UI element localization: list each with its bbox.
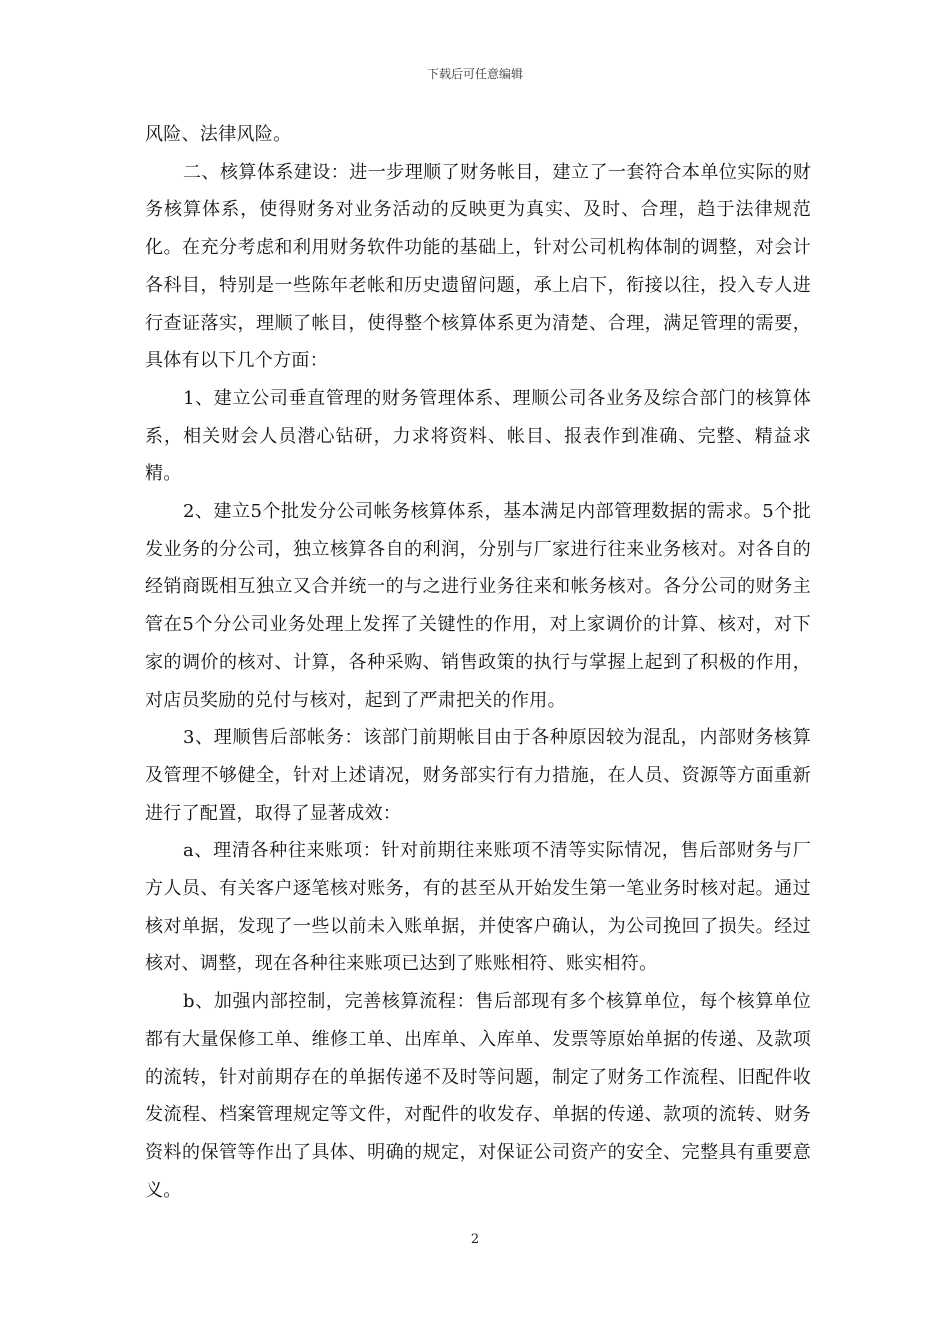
paragraph-item-1: 1、建立公司垂直管理的财务管理体系、理顺公司各业务及综合部门的核算体系，相关财会人员潜心钻研，力求将资料、帐目、报表作到准确、完整、精益求精。: [145, 387, 811, 485]
page-number: 2: [470, 1232, 480, 1247]
paragraph-item-a: a、理清各种往来账项：针对前期往来账项不清等实际情况，售后部财务与厂方人员、有关客户逐笔核对账务，有的甚至从开始发生第一笔业务时核对起。通过核对单据，发现了一些以前未入账单据，并使客户确认，为公司挽回了损失。经过核对、调整，现在各种往来账项已达到了账账相符、账实相符。: [145, 840, 811, 975]
paragraph-accounting-system: 二、核算体系建设：进一步理顺了财务帐目，建立了一套符合本单位实际的财务核算体系，使得财务对业务活动的反映更为真实、及时、合理，趋于法律规范化。在充分考虑和利用财务软件功能的基础上，针对公司机构体制的调整，对会计各科目，特别是一些陈年老帐和历史遗留问题，承上启下，衔接以往，投入专人进行查证落实，理顺了帐目，使得整个核算体系更为清楚、合理，满足管理的需要，具体有以下几个方面：: [145, 161, 811, 372]
paragraph-item-2: 2、建立5个批发分公司帐务核算体系，基本满足内部管理数据的需求。5个批发业务的分公司，独立核算各自的利润，分别与厂家进行往来业务核对。对各自的经销商既相互独立又合并统一的与之进行业务往来和帐务核对。各分公司的财务主管在5个分公司业务处理上发挥了关键性的作用，对上家调价的计算、核对，对下家的调价的核对、计算，各种采购、销售政策的执行与掌握上起到了积极的作用，对店员奖励的兑付与核对，起到了严肃把关的作用。: [145, 501, 811, 711]
paragraph-item-b: b、加强内部控制，完善核算流程：售后部现有多个核算单位，每个核算单位都有大量保修工单、维修工单、出库单、入库单、发票等原始单据的传递、及款项的流转，针对前期存在的单据传递不及时等问题，制定了财务工作流程、旧配件收发流程、档案管理规定等文件，对配件的收发存、单据的传递、款项的流转、财务资料的保管等作出了具体、明确的规定，对保证公司资产的安全、完整具有重要意义。: [145, 991, 811, 1201]
document-body: [145, 116, 811, 1209]
paragraph-item-3: 3、理顺售后部帐务：该部门前期帐目由于各种原因较为混乱，内部财务核算及管理不够健全，针对上述请况，财务部实行有力措施，在人员、资源等方面重新进行了配置，取得了显著成效：: [145, 727, 811, 824]
paragraph-continuation: 风险、法律风险。: [145, 124, 292, 145]
page-header: 下载后可任意编辑: [426, 67, 523, 81]
